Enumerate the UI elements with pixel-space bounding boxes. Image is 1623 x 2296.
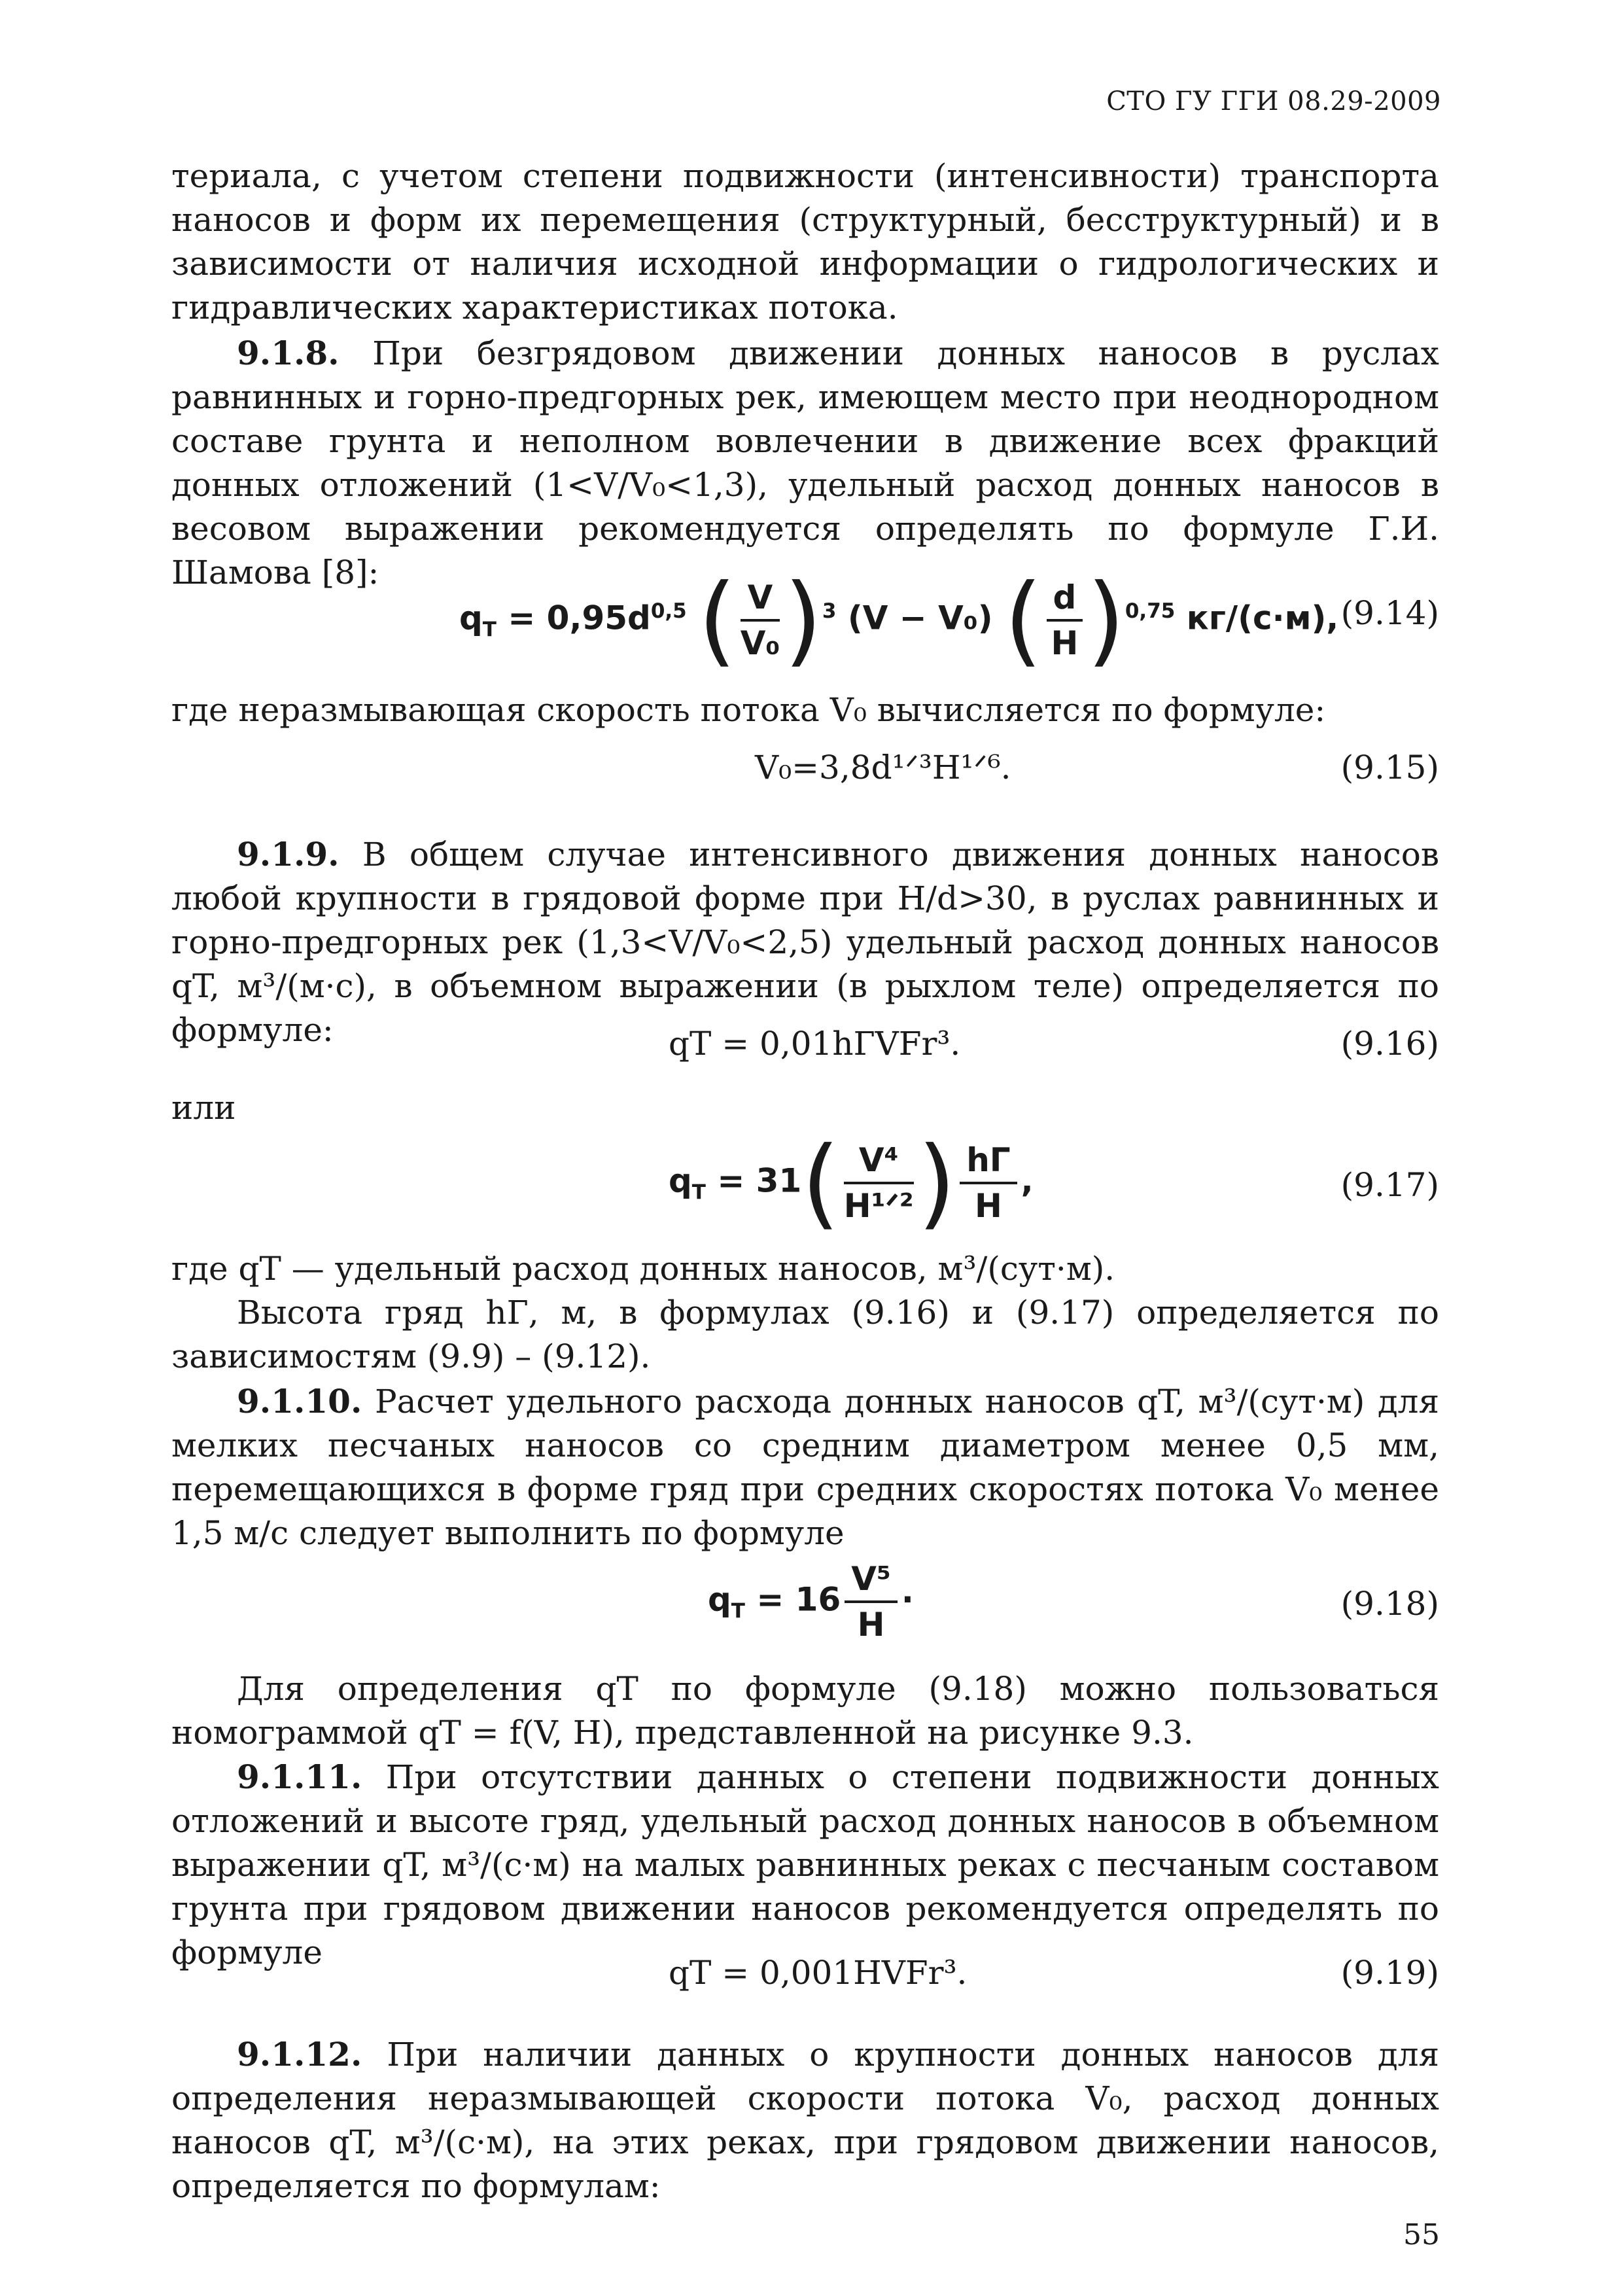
- equation-9-17: [171, 1126, 1439, 1240]
- section-9-1-8: [171, 331, 1439, 595]
- equation-9-19: [171, 1950, 1439, 2015]
- formula-9-19: qT = 0,001HVFr³.: [669, 1954, 968, 1992]
- section-9-1-11: [171, 1755, 1439, 1975]
- section-9-1-12: [171, 2032, 1439, 2208]
- equation-number: (9.16): [1340, 1025, 1439, 1063]
- section-text: При безгрядовом движении донных наносов в руслах равнинных и горно-предгорных рек, имеющем место при неоднородном составе грунта и неполном вовлечении в движение всех фракций донных отложений (1<V/V₀<1,3), удельный расход донных наносов в весовом выражении рекомендуется определять по формуле Г.И. Шамова [8]:: [171, 334, 1439, 592]
- document-code-header: СТО ГУ ГГИ 08.29-2009: [1106, 86, 1441, 116]
- formula-9-18: $q_T = 16$ $\frac{\text{V⁵}}{H}$ ·: [708, 1557, 914, 1646]
- paragraph-intro: [171, 154, 1439, 330]
- section-text: При наличии данных о крупности донных наносов для определения неразмывающей скорости потока V₀, расход донных наносов qT, м³/(с·м), на этих реках, при грядовом движении наносов, определяется по формулам:: [171, 2036, 1439, 2205]
- paragraph-text: териала, с учетом степени подвижности (интенсивности) транспорта наносов и форм их перемещения (структурный, бесструктурный) и в зависимости от наличия исходной информации о гидрологических и гидравлических характеристиках потока.: [171, 157, 1439, 327]
- equation-9-15: [171, 745, 1439, 810]
- section-number: 9.1.8.: [237, 334, 340, 372]
- equation-9-16: [171, 1021, 1439, 1086]
- fraction-v5-h: $\frac{\text{V⁵}}{H}$: [845, 1557, 898, 1646]
- section-number: 9.1.11.: [237, 1757, 362, 1796]
- section-text: При отсутствии данных о степени подвижности донных отложений и высоте гряд, удельный расход донных наносов в объемном выражении qT, м³/(с·м) на малых равнинных реках с песчаным составом грунта при грядовом движении наносов рекомендуется определять по формуле: [171, 1758, 1439, 1971]
- fraction-v-v0: $\frac{V}{\text{V₀}}$: [741, 576, 780, 665]
- equation-number: (9.17): [1340, 1166, 1439, 1204]
- paragraph-qt-definition: где qT — удельный расход донных наносов, м³/(сут·м). Высота гряд hГ, м, в формулах (9.16) и (9.17) определяется по зависимостям (9.9) – (9.12).: [171, 1250, 1439, 1375]
- formula-9-14: $q_T = 0,95d^{0,5}$ ( $\frac{V}{\text{V₀}}$ )$^3$ (V − V₀) ( $\frac{d}{H}$ )$^{0,75}$ кг/(с·м),: [459, 563, 1339, 677]
- section-9-1-9: [171, 832, 1439, 1052]
- paragraph-v0: где неразмывающая скорость потока V₀ вычисляется по формуле:: [171, 691, 1326, 729]
- section-text: Расчет удельного расхода донных наносов qT, м³/(сут·м) для мелких песчаных наносов со средним диаметром менее 0,5 мм, перемещающихся в форме гряд при средних скоростях потока V₀ менее 1,5 м/с следует выполнить по формуле: [171, 1383, 1439, 1552]
- word-or: или: [171, 1089, 236, 1127]
- formula-9-16: qT = 0,01hГVFr³.: [669, 1025, 961, 1063]
- equation-9-14: [171, 563, 1439, 677]
- equation-number: (9.14): [1340, 594, 1439, 632]
- fraction-v4-h12: $\frac{\text{V⁴}}{\text{H¹ᐟ²}}$: [844, 1139, 914, 1227]
- equation-9-18: [171, 1557, 1439, 1649]
- fraction-d-h: $\frac{d}{H}$: [1047, 576, 1083, 665]
- equation-number: (9.18): [1340, 1585, 1439, 1623]
- formula-9-17: $q_T = 31$( $\frac{\text{V⁴}}{\text{H¹ᐟ²}}$ ) $\frac{hГ}{H}$ ,: [669, 1126, 1034, 1240]
- section-number: 9.1.10.: [237, 1382, 362, 1421]
- page-number: 55: [1403, 2218, 1440, 2252]
- fraction-hg-h: $\frac{hГ}{H}$: [960, 1139, 1017, 1227]
- section-number: 9.1.9.: [237, 835, 340, 874]
- section-number: 9.1.12.: [237, 2035, 362, 2074]
- section-text: В общем случае интенсивного движения донных наносов любой крупности в грядовой форме при H/d>30, в руслах равнинных и горно-предгорных рек (1,3<V/V₀<2,5) удельный расход донных наносов qT, м³/(м·с), в объемном выражении (в рыхлом теле) определяется по формуле:: [171, 836, 1439, 1049]
- formula-9-15: V₀=3,8d¹ᐟ³H¹ᐟ⁶.: [755, 749, 1011, 786]
- equation-number: (9.15): [1340, 749, 1439, 786]
- paragraph-nomogram: Для определения qT по формуле (9.18) можно пользоваться номограммой qT = f(V, H), представленной на рисунке 9.3.: [171, 1670, 1439, 1752]
- section-9-1-10: [171, 1379, 1439, 1555]
- equation-number: (9.19): [1340, 1954, 1439, 1992]
